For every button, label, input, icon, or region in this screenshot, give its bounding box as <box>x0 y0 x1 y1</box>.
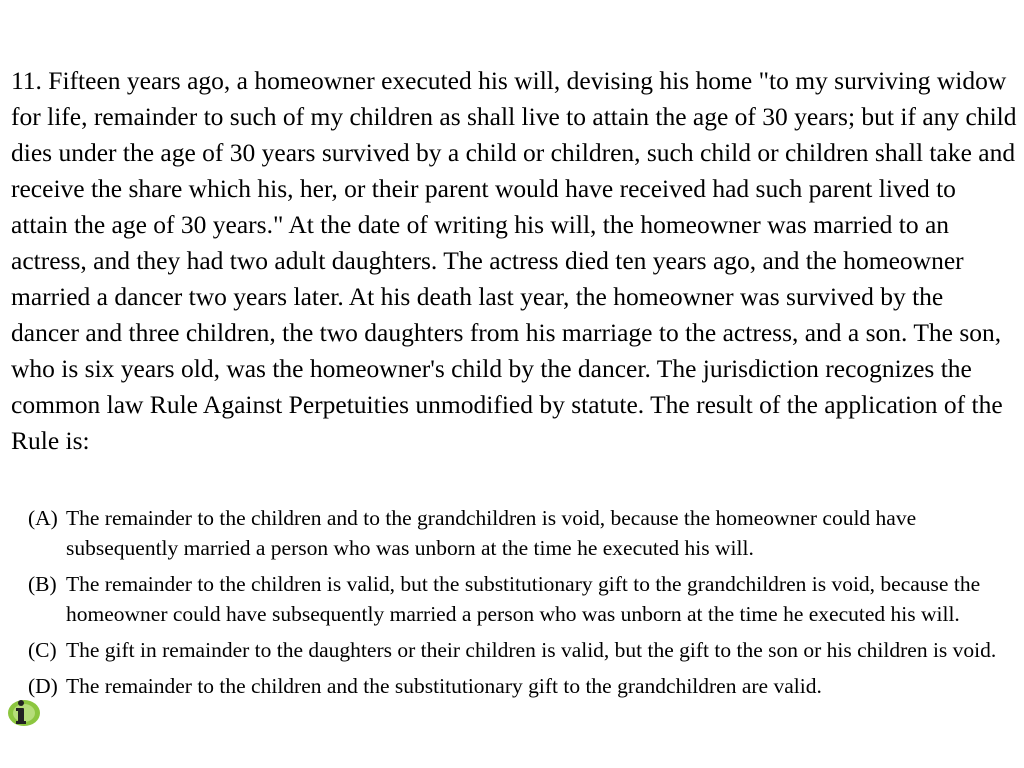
info-icon[interactable] <box>6 696 42 730</box>
answer-options <box>28 503 1013 707</box>
option-b <box>28 569 1013 629</box>
option-letter: (C) <box>28 638 57 662</box>
option-c <box>28 635 1013 665</box>
option-text: The remainder to the children and the substitutionary gift to the grandchildren are valid. <box>66 674 822 698</box>
option-letter: (D) <box>28 674 58 698</box>
option-text: The remainder to the children is valid, but the substitutionary gift to the grandchildren is void, because the homeowner could have subsequently married a person who was unborn at the time he executed his will. <box>66 572 981 626</box>
option-text: The gift in remainder to the daughters or their children is valid, but the gift to the son or his children is void. <box>66 638 997 662</box>
option-d <box>28 671 1013 701</box>
option-a <box>28 503 1013 563</box>
option-letter: (A) <box>28 506 58 530</box>
question-text: 11. Fifteen years ago, a homeowner executed his will, devising his home "to my surviving widow for life, remainder to such of my children as shall live to attain the age of 30 years; but if any child dies under the age of 30 years survived by a child or children, such child or children shall take and receive the share which his, her, or their parent would have received had such parent lived to attain the age of 30 years." At the date of writing his will, the homeowner was married to an actress, and they had two adult daughters. The actress died ten years ago, and the homeowner married a dancer two years later. At his death last year, the homeowner was survived by the dancer and three children, the two daughters from his marriage to the actress, and a son. The son, who is six years old, was the homeowner's child by the dancer. The jurisdiction recognizes the common law Rule Against Perpetuities unmodified by statute. The result of the application of the Rule is: <box>11 66 1017 455</box>
option-text: The remainder to the children and to the grandchildren is void, because the homeowner could have subsequently married a person who was unborn at the time he executed his will. <box>66 506 917 560</box>
option-letter: (B) <box>28 572 57 596</box>
